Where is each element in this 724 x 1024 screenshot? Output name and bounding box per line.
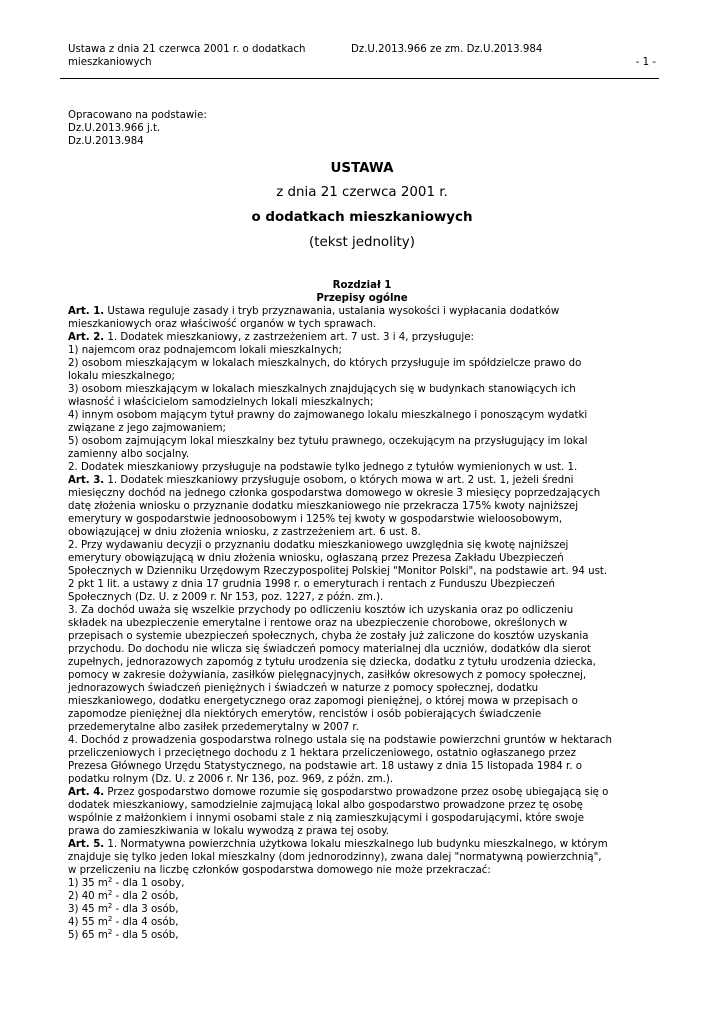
body-text-line — [68, 513, 658, 526]
line-text: przedemerytalne albo zasiłek przedemerytalny w 2007 r. — [68, 722, 359, 733]
body-text-line — [68, 812, 658, 825]
act-note-heading: (tekst jednolity) — [309, 235, 415, 250]
line-text: datę złożenia wniosku o przyznanie dodatku mieszkaniowego nie przekracza 175% kwoty najniższej — [68, 501, 579, 512]
line-text: Ustawa reguluje zasady i tryb przyznawania, ustalania wysokości i wypłacania dodatków — [104, 306, 560, 317]
body-text-line — [68, 617, 658, 630]
body-text-line — [68, 916, 658, 929]
line-text: jednorazowych świadczeń pieniężnych i świadczeń w naturze z pomocy społecznej, dodatku — [68, 683, 539, 694]
line-text: zupełnych, jednorazowych zapomóg z tytułu urodzenia się dziecka, dodatku z tytułu urodzenia dziecka, — [68, 657, 596, 668]
line-text: Przez gospodarstwo domowe rozumie się gospodarstwo prowadzone przez osobę ubiegającą się o — [104, 787, 609, 798]
article-number: Art. 5. — [68, 839, 105, 850]
body-text-line — [68, 578, 658, 591]
act-date-heading: z dnia 21 czerwca 2001 r. — [276, 185, 448, 200]
header-act-title — [68, 43, 338, 69]
body-text-line — [68, 890, 658, 903]
body-text-line — [68, 357, 658, 370]
line-text: 1. Normatywna powierzchnia użytkowa lokalu mieszkalnego lub budynku mieszkalnego, w którym — [104, 839, 608, 850]
header-page-number: - 1 - — [635, 57, 656, 68]
line-text: obowiązującej w dniu złożenia wniosku, z zastrzeżeniem art. 6 ust. 8. — [68, 527, 421, 538]
line-text: 4. Dochód z prowadzenia gospodarstwa rolnego ustala się na podstawie powierzchni gruntów w hektarach — [68, 735, 612, 746]
body-text-line — [68, 331, 658, 344]
body-text-line — [68, 643, 658, 656]
article-number: Art. 2. — [68, 332, 105, 343]
body-text-line — [68, 695, 658, 708]
line-text: 1) 35 m — [68, 878, 108, 889]
body-text-line — [68, 903, 658, 916]
header-journal-reference: Dz.U.2013.966 ze zm. Dz.U.2013.984 — [351, 44, 543, 55]
line-text: prawa do zamieszkiwania w lokalu wywodzą z prawa tej osoby. — [68, 826, 390, 837]
body-text-line — [68, 851, 658, 864]
line-text: 2. Dodatek mieszkaniowy przysługuje na podstawie tylko jednego z tytułów wymienionych w ust. 1. — [68, 462, 578, 473]
body-text-line — [68, 539, 658, 552]
line-text-suffix: - dla 3 osób, — [112, 904, 179, 915]
body-text-line — [68, 435, 658, 448]
body-text-line — [68, 721, 658, 734]
line-text: dodatek mieszkaniowy, samodzielnie zajmującą lokal albo gospodarstwo prowadzone przez tę osobę — [68, 800, 583, 811]
body-text-line — [68, 591, 658, 604]
line-text: przychodu. Do dochodu nie wlicza się świadczeń pomocy materialnej dla uczniów, dodatków dla sierot — [68, 644, 591, 655]
header-act-title-line2: mieszkaniowych — [68, 57, 152, 68]
header-act-title-line1: Ustawa z dnia 21 czerwca 2001 r. o dodatkach — [68, 44, 306, 55]
line-text: w przeliczeniu na liczbę członków gospodarstwa domowego nie może przekraczać: — [68, 865, 491, 876]
body-text-line — [68, 682, 658, 695]
line-text: własność i właścicielom samodzielnych lokali mieszkalnych; — [68, 397, 374, 408]
line-text: Społecznych (Dz. U. z 2009 r. Nr 153, poz. 1227, z późn. zm.). — [68, 592, 384, 603]
body-text-line — [68, 396, 658, 409]
body-text-line — [68, 604, 658, 617]
line-text: zamienny albo socjalny. — [68, 449, 190, 460]
source-basis — [68, 109, 207, 148]
body-text-line — [68, 877, 658, 890]
line-text: 3) osobom mieszkającym w lokalach mieszkalnych znajdujących się w budynkach stanowiących ich — [68, 384, 576, 395]
body-text-line — [68, 929, 658, 942]
line-text: miesięczny dochód na jednego członka gospodarstwa domowego w okresie 3 miesięcy poprzedzających — [68, 488, 601, 499]
line-text: 2 pkt 1 lit. a ustawy z dnia 17 grudnia 1998 r. o emeryturach i rentach z Funduszu Ubezpieczeń — [68, 579, 555, 590]
body-text-line — [68, 461, 658, 474]
line-text-suffix: - dla 1 osoby, — [112, 878, 185, 889]
line-text: Prezesa Głównego Urzędu Statystycznego, na podstawie art. 18 ustawy z dnia 15 listopada 1984 r. o — [68, 761, 582, 772]
body-text-line — [68, 500, 658, 513]
line-text: 4) 55 m — [68, 917, 108, 928]
superscript: 2 — [107, 928, 113, 936]
act-type-heading: USTAWA — [330, 161, 394, 176]
body-text-line — [68, 448, 658, 461]
body-text-line — [68, 422, 658, 435]
body-text-line — [68, 474, 658, 487]
source-basis-item: Dz.U.2013.966 j.t. — [68, 123, 161, 134]
line-text: mieszkaniowego, dodatku energetycznego oraz zapomogi pieniężnej, o której mowa w przepisach o — [68, 696, 578, 707]
document-body — [68, 305, 658, 942]
body-text-line — [68, 487, 658, 500]
line-text: związane z jego zajmowaniem; — [68, 423, 226, 434]
line-text: wspólnie z małżonkiem i innymi osobami stale z nią zamieszkującymi i gospodarującymi, które swoje — [68, 813, 584, 824]
line-text: Społecznych w Dzienniku Urzędowym Rzeczypospolitej Polskiej "Monitor Polski", na podstawie art. 94 ust. — [68, 566, 608, 577]
body-text-line — [68, 747, 658, 760]
line-text: 3) 45 m — [68, 904, 108, 915]
superscript: 2 — [107, 876, 113, 884]
line-text: 5) osobom zajmującym lokal mieszkalny bez tytułu prawnego, oczekującym na przysługujący im lokal — [68, 436, 588, 447]
header-divider — [60, 78, 659, 79]
line-text-suffix: - dla 5 osób, — [112, 930, 179, 941]
line-text: 4) innym osobom mającym tytuł prawny do zajmowanego lokalu mieszkalnego i ponoszącym wydatki — [68, 410, 588, 421]
line-text: lokalu mieszkalnego; — [68, 371, 175, 382]
body-text-line — [68, 799, 658, 812]
body-text-line — [68, 838, 658, 851]
body-text-line — [68, 734, 658, 747]
body-text-line — [68, 318, 658, 331]
body-text-line — [68, 825, 658, 838]
line-text: 1) najemcom oraz podnajemcom lokali mieszkalnych; — [68, 345, 342, 356]
superscript: 2 — [107, 915, 113, 923]
body-text-line — [68, 409, 658, 422]
article-number: Art. 4. — [68, 787, 105, 798]
source-basis-item: Dz.U.2013.984 — [68, 136, 144, 147]
chapter-number: Rozdział 1 — [332, 280, 392, 291]
body-text-line — [68, 708, 658, 721]
line-text: składek na ubezpieczenie emerytalne i rentowe oraz na ubezpieczenie chorobowe, określonych w — [68, 618, 568, 629]
line-text: przepisach o systemie ubezpieczeń społecznych, chyba że zostały już zaliczone do kosztów uzyskania — [68, 631, 589, 642]
body-text-line — [68, 773, 658, 786]
line-text: 1. Dodatek mieszkaniowy przysługuje osobom, o których mowa w art. 2 ust. 1, jeżeli średni — [104, 475, 574, 486]
line-text-suffix: - dla 2 osób, — [112, 891, 179, 902]
article-number: Art. 1. — [68, 306, 105, 317]
body-text-line — [68, 630, 658, 643]
body-text-line — [68, 370, 658, 383]
superscript: 2 — [107, 889, 113, 897]
body-text-line — [68, 864, 658, 877]
body-text-line — [68, 552, 658, 565]
line-text: 2) osobom mieszkającym w lokalach mieszkalnych, do których przysługuje im spółdzielcze prawo do — [68, 358, 582, 369]
line-text: przeliczeniowych i przeciętnego dochodu z 1 hektara przeliczeniowego, ostatnio ogłaszanego przez — [68, 748, 576, 759]
line-text: podatku rolnym (Dz. U. z 2006 r. Nr 136, poz. 969, z późn. zm.). — [68, 774, 394, 785]
body-text-line — [68, 383, 658, 396]
line-text: 5) 65 m — [68, 930, 108, 941]
line-text: pomocy w zakresie dożywiania, zasiłków pielęgnacyjnych, zasiłków okresowych z pomocy społecznej, — [68, 670, 587, 681]
body-text-line — [68, 344, 658, 357]
line-text: emerytury w gospodarstwie jednoosobowym i 125% tej kwoty w gospodarstwie wieloosobowym, — [68, 514, 563, 525]
chapter-title: Przepisy ogólne — [316, 293, 408, 304]
body-text-line — [68, 565, 658, 578]
line-text: 2) 40 m — [68, 891, 108, 902]
line-text: 1. Dodatek mieszkaniowy, z zastrzeżeniem art. 7 ust. 3 i 4, przysługuje: — [104, 332, 474, 343]
body-text-line — [68, 526, 658, 539]
source-basis-label: Opracowano na podstawie: — [68, 110, 207, 121]
line-text: 3. Za dochód uważa się wszelkie przychody po odliczeniu kosztów ich uzyskania oraz po odliczeniu — [68, 605, 574, 616]
line-text: mieszkaniowych oraz właściwość organów w tych sprawach. — [68, 319, 377, 330]
body-text-line — [68, 760, 658, 773]
body-text-line — [68, 656, 658, 669]
line-text: znajduje się tylko jeden lokal mieszkalny (dom jednorodzinny), zwana dalej "normatywną powierzchnią", — [68, 852, 602, 863]
body-text-line — [68, 305, 658, 318]
line-text: emerytury obowiązującą w dniu złożenia wniosku, ogłaszaną przez Prezesa Zakładu Ubezpieczeń — [68, 553, 564, 564]
body-text-line — [68, 786, 658, 799]
superscript: 2 — [107, 902, 113, 910]
article-number: Art. 3. — [68, 475, 105, 486]
body-text-line — [68, 669, 658, 682]
line-text: 2. Przy wydawaniu decyzji o przyznaniu dodatku mieszkaniowego uwzględnia się kwotę najniższej — [68, 540, 569, 551]
line-text: zapomodze pieniężnej dla niektórych emerytów, rencistów i osób pobierających świadczenie — [68, 709, 542, 720]
act-subject-heading: o dodatkach mieszkaniowych — [251, 210, 473, 225]
line-text-suffix: - dla 4 osób, — [112, 917, 179, 928]
